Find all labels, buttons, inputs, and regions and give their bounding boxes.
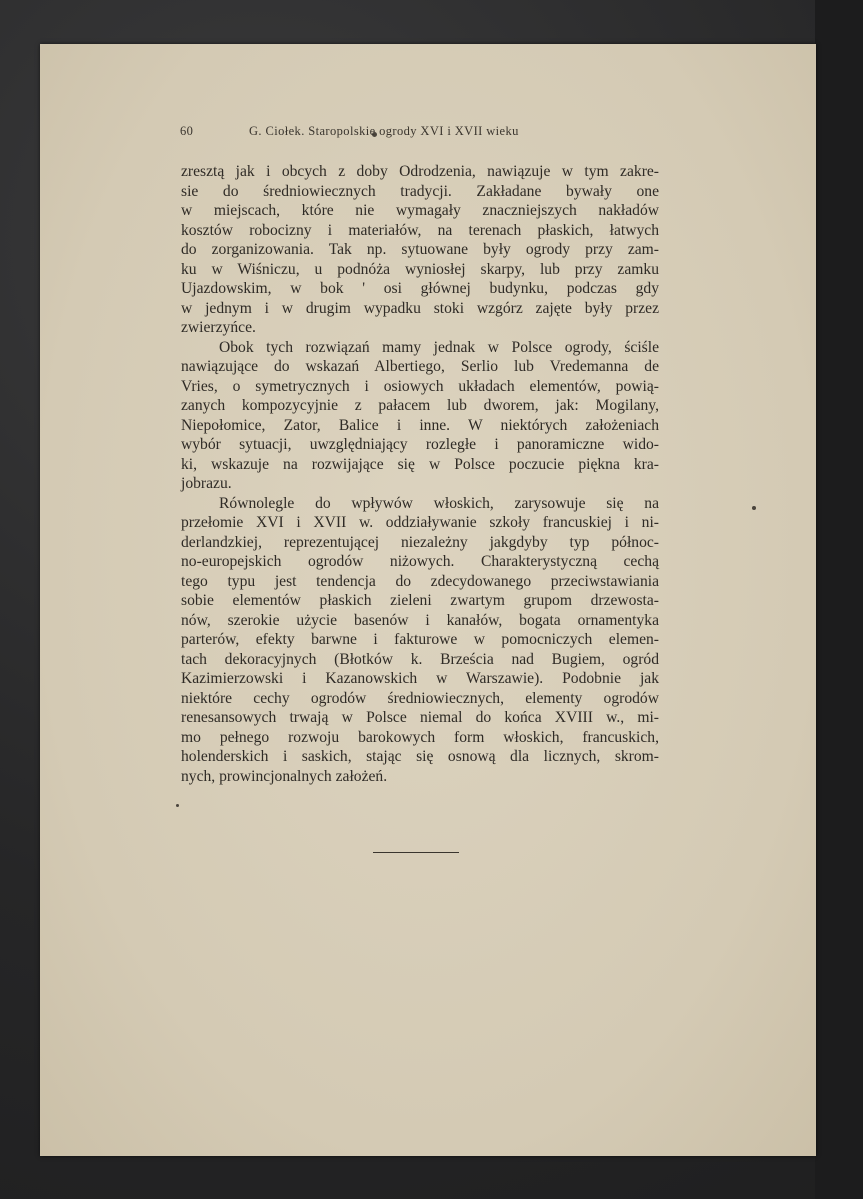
paper-speck bbox=[752, 506, 756, 510]
text-line: Vries, o symetrycznych i osiowych układach elementów, powią- bbox=[181, 377, 659, 395]
text-line: sobie elementów płaskich zieleni zwartym grupom drzewosta- bbox=[181, 592, 659, 609]
text-line: zresztą jak i obcych z doby Odrodzenia, nawiązuje w tym zakre- bbox=[181, 163, 659, 180]
text-line: ki, wskazuje na rozwijające się w Polsce poczucie piękna kra- bbox=[181, 455, 659, 473]
paragraph bbox=[181, 338, 659, 494]
text-line: Równolegle do wpływów włoskich, zarysowuje się na bbox=[219, 494, 659, 512]
text-line: wybór sytuacji, uwzględniający rozległe i panoramiczne wido- bbox=[181, 436, 659, 453]
text-line: mo pełnego rozwoju barokowych form włoskich, francuskich, bbox=[181, 728, 659, 746]
text-line: Niepołomice, Zator, Balice i inne. W niektórych założeniach bbox=[181, 416, 659, 434]
text-line: Obok tych rozwiązań mamy jednak w Polsce ogrody, ściśle bbox=[219, 338, 659, 356]
text-line: renesansowych trwają w Polsce niemal do końca XVIII w., mi- bbox=[181, 709, 659, 726]
text-line: zwierzyńce. bbox=[181, 319, 256, 336]
text-line: no-europejskich ogrodów niżowych. Charakterystyczną cechą bbox=[181, 553, 659, 570]
text-line: ku w Wiśniczu, u podnóża wyniosłej skarpy, lub przy zamku bbox=[181, 260, 659, 278]
text-line: niektóre cechy ogrodów średniowiecznych, elementy ogrodów bbox=[181, 689, 659, 707]
text-line: Ujazdowskim, w bok ' osi głównej budynku, podczas gdy bbox=[181, 280, 659, 297]
paper-speck bbox=[176, 804, 179, 807]
text-line: derlandzkiej, reprezentującej niezależny jakgdyby typ północ- bbox=[181, 533, 659, 551]
paragraph bbox=[181, 162, 659, 338]
text-line: w miejscach, które nie wymagały znaczniejszych nakładów bbox=[181, 202, 659, 219]
text-line: jobrazu. bbox=[181, 475, 232, 492]
text-line: tach dekoracyjnych (Błotków k. Brześcia nad Bugiem, ogród bbox=[181, 650, 659, 668]
section-end-rule bbox=[373, 852, 459, 853]
text-line: sie do średniowiecznych tradycji. Zakładane bywały one bbox=[181, 182, 659, 200]
text-line: nych, prowincjonalnych założeń. bbox=[181, 767, 388, 785]
text-line: holenderskich i saskich, stając się osnową dla licznych, skrom- bbox=[181, 748, 659, 765]
text-line: w jednym i w drugim wypadku stoki wzgórz zajęte były przez bbox=[181, 299, 659, 317]
text-line: zanych kompozycyjnie z pałacem lub dworem, jak: Mogilany, bbox=[181, 397, 659, 414]
running-title: G. Ciołek. Staropolskie ogrody XVI i XVII wieku bbox=[249, 124, 519, 138]
text-line: parterów, efekty barwne i fakturowe w pomocniczych elemen- bbox=[181, 631, 659, 648]
scanner-background bbox=[815, 0, 863, 1199]
text-line: przełomie XVI i XVII w. oddziaływanie szkoły francuskiej i ni- bbox=[181, 514, 659, 531]
text-line: Kazimierzowski i Kazanowskich w Warszawie). Podobnie jak bbox=[181, 670, 659, 687]
body-text bbox=[181, 162, 659, 786]
running-header bbox=[180, 124, 630, 144]
text-line: nawiązujące do wskazań Albertiego, Serlio lub Vredemanna de bbox=[181, 358, 659, 375]
text-line: kosztów robocizny i materiałów, na terenach płaskich, łatwych bbox=[181, 221, 659, 239]
text-line: do zorganizowania. Tak np. sytuowane były ogrody przy zam- bbox=[181, 241, 659, 258]
text-line: tego typu jest tendencja do zdecydowanego przeciwstawiania bbox=[181, 572, 659, 590]
page-number: 60 bbox=[180, 124, 194, 138]
text-line: nów, szerokie użycie basenów i kanałów, bogata ornamentyka bbox=[181, 611, 659, 629]
paragraph bbox=[181, 494, 659, 787]
